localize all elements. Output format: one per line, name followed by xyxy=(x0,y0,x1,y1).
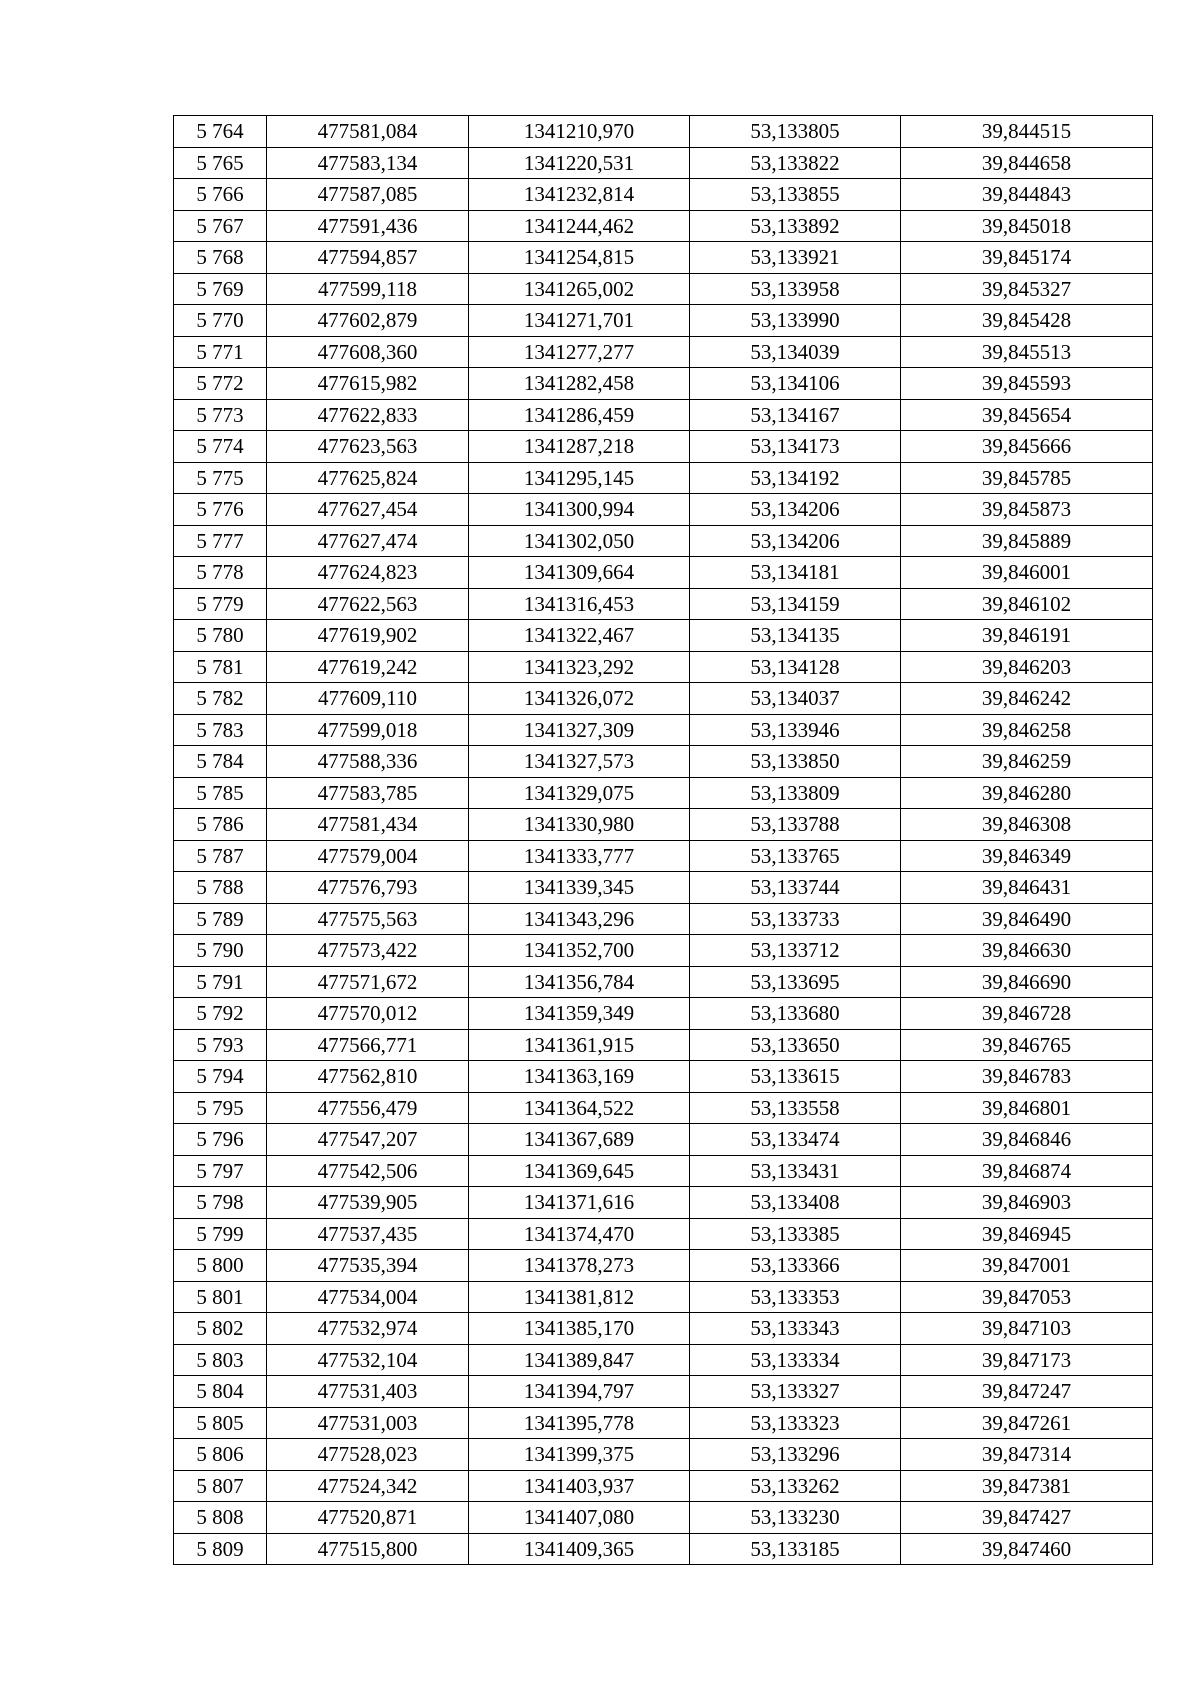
latitude-cell: 53,133343 xyxy=(690,1313,901,1345)
y-coordinate-cell: 1341385,170 xyxy=(469,1313,690,1345)
point-number-cell: 5 788 xyxy=(174,872,267,904)
longitude-cell: 39,846203 xyxy=(901,651,1153,683)
x-coordinate-cell: 477602,879 xyxy=(267,305,469,337)
table-row xyxy=(174,683,1153,715)
point-number-cell: 5 777 xyxy=(174,525,267,557)
point-number-cell: 5 795 xyxy=(174,1092,267,1124)
x-coordinate-cell: 477575,563 xyxy=(267,903,469,935)
point-number-cell: 5 792 xyxy=(174,998,267,1030)
latitude-cell: 53,134128 xyxy=(690,651,901,683)
table-row xyxy=(174,1313,1153,1345)
latitude-cell: 53,133946 xyxy=(690,714,901,746)
longitude-cell: 39,846280 xyxy=(901,777,1153,809)
y-coordinate-cell: 1341300,994 xyxy=(469,494,690,526)
point-number-cell: 5 767 xyxy=(174,210,267,242)
x-coordinate-cell: 477627,474 xyxy=(267,525,469,557)
longitude-cell: 39,845174 xyxy=(901,242,1153,274)
longitude-cell: 39,847427 xyxy=(901,1502,1153,1534)
coordinates-table xyxy=(173,115,1153,1565)
longitude-cell: 39,846259 xyxy=(901,746,1153,778)
y-coordinate-cell: 1341378,273 xyxy=(469,1250,690,1282)
y-coordinate-cell: 1341371,616 xyxy=(469,1187,690,1219)
point-number-cell: 5 764 xyxy=(174,116,267,148)
longitude-cell: 39,846846 xyxy=(901,1124,1153,1156)
longitude-cell: 39,846801 xyxy=(901,1092,1153,1124)
latitude-cell: 53,133366 xyxy=(690,1250,901,1282)
x-coordinate-cell: 477576,793 xyxy=(267,872,469,904)
point-number-cell: 5 774 xyxy=(174,431,267,463)
longitude-cell: 39,847001 xyxy=(901,1250,1153,1282)
x-coordinate-cell: 477515,800 xyxy=(267,1533,469,1565)
point-number-cell: 5 778 xyxy=(174,557,267,589)
latitude-cell: 53,133850 xyxy=(690,746,901,778)
y-coordinate-cell: 1341265,002 xyxy=(469,273,690,305)
latitude-cell: 53,133744 xyxy=(690,872,901,904)
table-row xyxy=(174,903,1153,935)
x-coordinate-cell: 477594,857 xyxy=(267,242,469,274)
point-number-cell: 5 765 xyxy=(174,147,267,179)
longitude-cell: 39,846242 xyxy=(901,683,1153,715)
x-coordinate-cell: 477531,403 xyxy=(267,1376,469,1408)
table-row xyxy=(174,210,1153,242)
table-row xyxy=(174,116,1153,148)
longitude-cell: 39,845889 xyxy=(901,525,1153,557)
latitude-cell: 53,133892 xyxy=(690,210,901,242)
table-row xyxy=(174,557,1153,589)
y-coordinate-cell: 1341363,169 xyxy=(469,1061,690,1093)
longitude-cell: 39,845327 xyxy=(901,273,1153,305)
x-coordinate-cell: 477537,435 xyxy=(267,1218,469,1250)
longitude-cell: 39,847314 xyxy=(901,1439,1153,1471)
x-coordinate-cell: 477532,104 xyxy=(267,1344,469,1376)
table-row xyxy=(174,1187,1153,1219)
table-row xyxy=(174,1250,1153,1282)
point-number-cell: 5 802 xyxy=(174,1313,267,1345)
y-coordinate-cell: 1341271,701 xyxy=(469,305,690,337)
x-coordinate-cell: 477556,479 xyxy=(267,1092,469,1124)
longitude-cell: 39,846490 xyxy=(901,903,1153,935)
longitude-cell: 39,847247 xyxy=(901,1376,1153,1408)
x-coordinate-cell: 477625,824 xyxy=(267,462,469,494)
point-number-cell: 5 783 xyxy=(174,714,267,746)
x-coordinate-cell: 477566,771 xyxy=(267,1029,469,1061)
latitude-cell: 53,133695 xyxy=(690,966,901,998)
y-coordinate-cell: 1341244,462 xyxy=(469,210,690,242)
table-row xyxy=(174,998,1153,1030)
latitude-cell: 53,133558 xyxy=(690,1092,901,1124)
longitude-cell: 39,845785 xyxy=(901,462,1153,494)
y-coordinate-cell: 1341210,970 xyxy=(469,116,690,148)
point-number-cell: 5 766 xyxy=(174,179,267,211)
y-coordinate-cell: 1341287,218 xyxy=(469,431,690,463)
point-number-cell: 5 781 xyxy=(174,651,267,683)
table-row xyxy=(174,431,1153,463)
longitude-cell: 39,846001 xyxy=(901,557,1153,589)
latitude-cell: 53,134135 xyxy=(690,620,901,652)
point-number-cell: 5 796 xyxy=(174,1124,267,1156)
point-number-cell: 5 786 xyxy=(174,809,267,841)
y-coordinate-cell: 1341232,814 xyxy=(469,179,690,211)
y-coordinate-cell: 1341399,375 xyxy=(469,1439,690,1471)
latitude-cell: 53,133353 xyxy=(690,1281,901,1313)
point-number-cell: 5 801 xyxy=(174,1281,267,1313)
point-number-cell: 5 779 xyxy=(174,588,267,620)
latitude-cell: 53,133809 xyxy=(690,777,901,809)
point-number-cell: 5 809 xyxy=(174,1533,267,1565)
point-number-cell: 5 770 xyxy=(174,305,267,337)
point-number-cell: 5 785 xyxy=(174,777,267,809)
point-number-cell: 5 798 xyxy=(174,1187,267,1219)
x-coordinate-cell: 477623,563 xyxy=(267,431,469,463)
longitude-cell: 39,846728 xyxy=(901,998,1153,1030)
table-row xyxy=(174,1029,1153,1061)
table-row xyxy=(174,588,1153,620)
y-coordinate-cell: 1341220,531 xyxy=(469,147,690,179)
longitude-cell: 39,844515 xyxy=(901,116,1153,148)
longitude-cell: 39,846191 xyxy=(901,620,1153,652)
y-coordinate-cell: 1341389,847 xyxy=(469,1344,690,1376)
latitude-cell: 53,134206 xyxy=(690,494,901,526)
table-row xyxy=(174,1376,1153,1408)
x-coordinate-cell: 477583,134 xyxy=(267,147,469,179)
table-row xyxy=(174,1407,1153,1439)
latitude-cell: 53,133615 xyxy=(690,1061,901,1093)
point-number-cell: 5 782 xyxy=(174,683,267,715)
x-coordinate-cell: 477583,785 xyxy=(267,777,469,809)
x-coordinate-cell: 477622,563 xyxy=(267,588,469,620)
latitude-cell: 53,134181 xyxy=(690,557,901,589)
longitude-cell: 39,845873 xyxy=(901,494,1153,526)
point-number-cell: 5 808 xyxy=(174,1502,267,1534)
x-coordinate-cell: 477535,394 xyxy=(267,1250,469,1282)
table-row xyxy=(174,1218,1153,1250)
table-row xyxy=(174,179,1153,211)
y-coordinate-cell: 1341367,689 xyxy=(469,1124,690,1156)
table-row xyxy=(174,147,1153,179)
x-coordinate-cell: 477539,905 xyxy=(267,1187,469,1219)
longitude-cell: 39,845666 xyxy=(901,431,1153,463)
coordinates-table-body xyxy=(174,116,1153,1565)
x-coordinate-cell: 477581,084 xyxy=(267,116,469,148)
point-number-cell: 5 794 xyxy=(174,1061,267,1093)
x-coordinate-cell: 477624,823 xyxy=(267,557,469,589)
table-row xyxy=(174,399,1153,431)
point-number-cell: 5 789 xyxy=(174,903,267,935)
y-coordinate-cell: 1341295,145 xyxy=(469,462,690,494)
point-number-cell: 5 771 xyxy=(174,336,267,368)
table-row xyxy=(174,1344,1153,1376)
x-coordinate-cell: 477608,360 xyxy=(267,336,469,368)
x-coordinate-cell: 477581,434 xyxy=(267,809,469,841)
table-row xyxy=(174,777,1153,809)
longitude-cell: 39,846102 xyxy=(901,588,1153,620)
point-number-cell: 5 787 xyxy=(174,840,267,872)
x-coordinate-cell: 477573,422 xyxy=(267,935,469,967)
latitude-cell: 53,133822 xyxy=(690,147,901,179)
x-coordinate-cell: 477615,982 xyxy=(267,368,469,400)
table-row xyxy=(174,935,1153,967)
y-coordinate-cell: 1341327,573 xyxy=(469,746,690,778)
latitude-cell: 53,134106 xyxy=(690,368,901,400)
point-number-cell: 5 791 xyxy=(174,966,267,998)
x-coordinate-cell: 477619,242 xyxy=(267,651,469,683)
x-coordinate-cell: 477531,003 xyxy=(267,1407,469,1439)
x-coordinate-cell: 477622,833 xyxy=(267,399,469,431)
longitude-cell: 39,846874 xyxy=(901,1155,1153,1187)
longitude-cell: 39,846903 xyxy=(901,1187,1153,1219)
longitude-cell: 39,846431 xyxy=(901,872,1153,904)
longitude-cell: 39,846765 xyxy=(901,1029,1153,1061)
latitude-cell: 53,134039 xyxy=(690,336,901,368)
x-coordinate-cell: 477609,110 xyxy=(267,683,469,715)
y-coordinate-cell: 1341323,292 xyxy=(469,651,690,683)
x-coordinate-cell: 477532,974 xyxy=(267,1313,469,1345)
point-number-cell: 5 775 xyxy=(174,462,267,494)
table-row xyxy=(174,1061,1153,1093)
latitude-cell: 53,134192 xyxy=(690,462,901,494)
latitude-cell: 53,134173 xyxy=(690,431,901,463)
longitude-cell: 39,845018 xyxy=(901,210,1153,242)
y-coordinate-cell: 1341381,812 xyxy=(469,1281,690,1313)
y-coordinate-cell: 1341343,296 xyxy=(469,903,690,935)
point-number-cell: 5 776 xyxy=(174,494,267,526)
longitude-cell: 39,845593 xyxy=(901,368,1153,400)
x-coordinate-cell: 477619,902 xyxy=(267,620,469,652)
x-coordinate-cell: 477599,118 xyxy=(267,273,469,305)
latitude-cell: 53,133680 xyxy=(690,998,901,1030)
x-coordinate-cell: 477570,012 xyxy=(267,998,469,1030)
table-row xyxy=(174,840,1153,872)
table-row xyxy=(174,1092,1153,1124)
longitude-cell: 39,846258 xyxy=(901,714,1153,746)
latitude-cell: 53,134159 xyxy=(690,588,901,620)
y-coordinate-cell: 1341254,815 xyxy=(469,242,690,274)
point-number-cell: 5 773 xyxy=(174,399,267,431)
table-row xyxy=(174,368,1153,400)
y-coordinate-cell: 1341369,645 xyxy=(469,1155,690,1187)
y-coordinate-cell: 1341329,075 xyxy=(469,777,690,809)
point-number-cell: 5 799 xyxy=(174,1218,267,1250)
longitude-cell: 39,847103 xyxy=(901,1313,1153,1345)
point-number-cell: 5 807 xyxy=(174,1470,267,1502)
point-number-cell: 5 806 xyxy=(174,1439,267,1471)
point-number-cell: 5 793 xyxy=(174,1029,267,1061)
point-number-cell: 5 800 xyxy=(174,1250,267,1282)
longitude-cell: 39,845513 xyxy=(901,336,1153,368)
latitude-cell: 53,133334 xyxy=(690,1344,901,1376)
y-coordinate-cell: 1341327,309 xyxy=(469,714,690,746)
y-coordinate-cell: 1341394,797 xyxy=(469,1376,690,1408)
longitude-cell: 39,846630 xyxy=(901,935,1153,967)
longitude-cell: 39,847460 xyxy=(901,1533,1153,1565)
latitude-cell: 53,133385 xyxy=(690,1218,901,1250)
table-row xyxy=(174,494,1153,526)
x-coordinate-cell: 477534,004 xyxy=(267,1281,469,1313)
latitude-cell: 53,133805 xyxy=(690,116,901,148)
table-row xyxy=(174,620,1153,652)
longitude-cell: 39,847261 xyxy=(901,1407,1153,1439)
latitude-cell: 53,133921 xyxy=(690,242,901,274)
longitude-cell: 39,844843 xyxy=(901,179,1153,211)
y-coordinate-cell: 1341316,453 xyxy=(469,588,690,620)
y-coordinate-cell: 1341403,937 xyxy=(469,1470,690,1502)
latitude-cell: 53,133431 xyxy=(690,1155,901,1187)
x-coordinate-cell: 477579,004 xyxy=(267,840,469,872)
x-coordinate-cell: 477520,871 xyxy=(267,1502,469,1534)
longitude-cell: 39,846690 xyxy=(901,966,1153,998)
y-coordinate-cell: 1341359,349 xyxy=(469,998,690,1030)
table-row xyxy=(174,651,1153,683)
y-coordinate-cell: 1341339,345 xyxy=(469,872,690,904)
y-coordinate-cell: 1341326,072 xyxy=(469,683,690,715)
latitude-cell: 53,133958 xyxy=(690,273,901,305)
latitude-cell: 53,133650 xyxy=(690,1029,901,1061)
y-coordinate-cell: 1341302,050 xyxy=(469,525,690,557)
point-number-cell: 5 790 xyxy=(174,935,267,967)
table-row xyxy=(174,1124,1153,1156)
latitude-cell: 53,133474 xyxy=(690,1124,901,1156)
latitude-cell: 53,133323 xyxy=(690,1407,901,1439)
table-row xyxy=(174,1502,1153,1534)
longitude-cell: 39,846945 xyxy=(901,1218,1153,1250)
point-number-cell: 5 772 xyxy=(174,368,267,400)
table-row xyxy=(174,273,1153,305)
y-coordinate-cell: 1341282,458 xyxy=(469,368,690,400)
table-row xyxy=(174,525,1153,557)
point-number-cell: 5 769 xyxy=(174,273,267,305)
table-row xyxy=(174,336,1153,368)
y-coordinate-cell: 1341277,277 xyxy=(469,336,690,368)
table-row xyxy=(174,242,1153,274)
longitude-cell: 39,846308 xyxy=(901,809,1153,841)
table-row xyxy=(174,809,1153,841)
table-row xyxy=(174,1533,1153,1565)
table-row xyxy=(174,462,1153,494)
y-coordinate-cell: 1341286,459 xyxy=(469,399,690,431)
latitude-cell: 53,133296 xyxy=(690,1439,901,1471)
x-coordinate-cell: 477591,436 xyxy=(267,210,469,242)
y-coordinate-cell: 1341330,980 xyxy=(469,809,690,841)
longitude-cell: 39,847053 xyxy=(901,1281,1153,1313)
latitude-cell: 53,134167 xyxy=(690,399,901,431)
longitude-cell: 39,846783 xyxy=(901,1061,1153,1093)
table-row xyxy=(174,872,1153,904)
y-coordinate-cell: 1341374,470 xyxy=(469,1218,690,1250)
latitude-cell: 53,133327 xyxy=(690,1376,901,1408)
longitude-cell: 39,845428 xyxy=(901,305,1153,337)
x-coordinate-cell: 477571,672 xyxy=(267,966,469,998)
table-row xyxy=(174,746,1153,778)
latitude-cell: 53,133262 xyxy=(690,1470,901,1502)
latitude-cell: 53,134206 xyxy=(690,525,901,557)
table-row xyxy=(174,1155,1153,1187)
y-coordinate-cell: 1341364,522 xyxy=(469,1092,690,1124)
y-coordinate-cell: 1341395,778 xyxy=(469,1407,690,1439)
y-coordinate-cell: 1341322,467 xyxy=(469,620,690,652)
point-number-cell: 5 780 xyxy=(174,620,267,652)
latitude-cell: 53,133788 xyxy=(690,809,901,841)
latitude-cell: 53,133185 xyxy=(690,1533,901,1565)
latitude-cell: 53,133408 xyxy=(690,1187,901,1219)
latitude-cell: 53,133855 xyxy=(690,179,901,211)
longitude-cell: 39,847173 xyxy=(901,1344,1153,1376)
longitude-cell: 39,844658 xyxy=(901,147,1153,179)
point-number-cell: 5 803 xyxy=(174,1344,267,1376)
table-row xyxy=(174,305,1153,337)
latitude-cell: 53,133990 xyxy=(690,305,901,337)
x-coordinate-cell: 477627,454 xyxy=(267,494,469,526)
latitude-cell: 53,134037 xyxy=(690,683,901,715)
point-number-cell: 5 797 xyxy=(174,1155,267,1187)
point-number-cell: 5 768 xyxy=(174,242,267,274)
point-number-cell: 5 784 xyxy=(174,746,267,778)
x-coordinate-cell: 477524,342 xyxy=(267,1470,469,1502)
x-coordinate-cell: 477547,207 xyxy=(267,1124,469,1156)
y-coordinate-cell: 1341356,784 xyxy=(469,966,690,998)
x-coordinate-cell: 477599,018 xyxy=(267,714,469,746)
x-coordinate-cell: 477587,085 xyxy=(267,179,469,211)
y-coordinate-cell: 1341309,664 xyxy=(469,557,690,589)
table-row xyxy=(174,1281,1153,1313)
point-number-cell: 5 805 xyxy=(174,1407,267,1439)
latitude-cell: 53,133230 xyxy=(690,1502,901,1534)
latitude-cell: 53,133712 xyxy=(690,935,901,967)
table-row xyxy=(174,714,1153,746)
table-row xyxy=(174,1470,1153,1502)
point-number-cell: 5 804 xyxy=(174,1376,267,1408)
y-coordinate-cell: 1341407,080 xyxy=(469,1502,690,1534)
x-coordinate-cell: 477588,336 xyxy=(267,746,469,778)
x-coordinate-cell: 477528,023 xyxy=(267,1439,469,1471)
latitude-cell: 53,133765 xyxy=(690,840,901,872)
table-row xyxy=(174,966,1153,998)
longitude-cell: 39,846349 xyxy=(901,840,1153,872)
x-coordinate-cell: 477562,810 xyxy=(267,1061,469,1093)
y-coordinate-cell: 1341352,700 xyxy=(469,935,690,967)
y-coordinate-cell: 1341409,365 xyxy=(469,1533,690,1565)
x-coordinate-cell: 477542,506 xyxy=(267,1155,469,1187)
longitude-cell: 39,847381 xyxy=(901,1470,1153,1502)
longitude-cell: 39,845654 xyxy=(901,399,1153,431)
latitude-cell: 53,133733 xyxy=(690,903,901,935)
table-row xyxy=(174,1439,1153,1471)
y-coordinate-cell: 1341333,777 xyxy=(469,840,690,872)
y-coordinate-cell: 1341361,915 xyxy=(469,1029,690,1061)
